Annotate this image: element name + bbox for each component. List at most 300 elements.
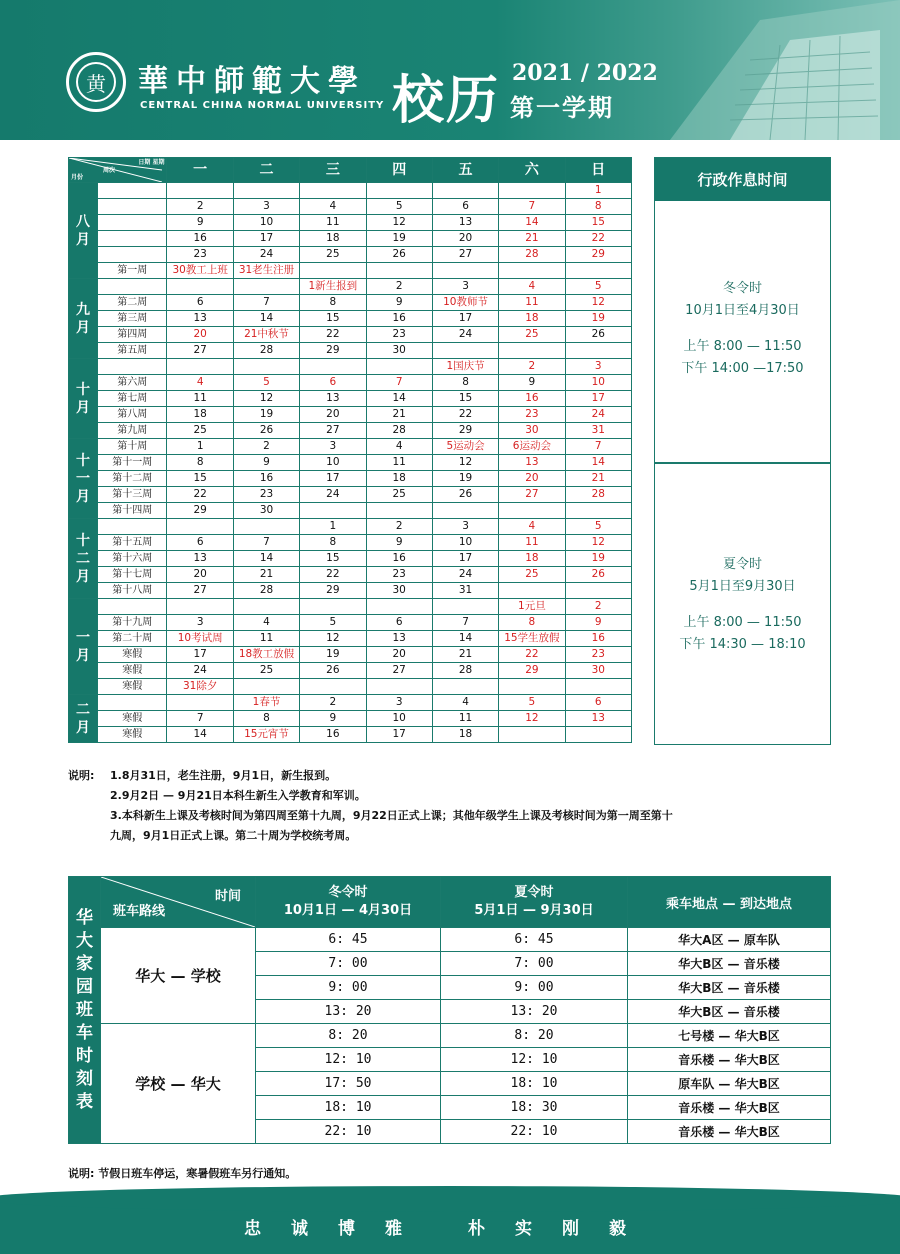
calendar-week-row: [69, 391, 632, 407]
day-cell: 31: [565, 423, 631, 439]
day-cell: 21中秋节: [233, 327, 299, 343]
day-cell: 28: [233, 583, 299, 599]
pickup-dropoff: 七号楼 — 华大B区: [628, 1024, 831, 1048]
corner-label-month: 月份: [71, 174, 84, 181]
university-name-en: CENTRAL CHINA NORMAL UNIVERSITY: [140, 100, 385, 111]
day-cell: 17: [432, 551, 498, 567]
day-cell: 18: [499, 551, 565, 567]
bus-side-title-char: 园: [76, 976, 93, 997]
week-label: 第十九周: [98, 615, 167, 631]
day-cell: [499, 263, 565, 279]
day-cell: 6: [366, 615, 432, 631]
day-cell: 20: [499, 471, 565, 487]
calendar-week-row: [69, 183, 632, 199]
day-cell: 25: [300, 247, 366, 263]
day-cell: 9: [366, 535, 432, 551]
day-cell: [167, 359, 233, 375]
day-cell: 17: [233, 231, 299, 247]
calendar-week-row: [69, 455, 632, 471]
day-cell: 3: [366, 695, 432, 711]
summer-time: 8: 20: [441, 1024, 628, 1048]
day-cell: 27: [167, 343, 233, 359]
calendar-week-row: [69, 615, 632, 631]
day-cell: 23: [499, 407, 565, 423]
day-cell: 7: [233, 535, 299, 551]
day-cell: [432, 263, 498, 279]
note-item: 2.9月2日 — 9月21日本科生新生入学教育和军训。: [110, 789, 366, 802]
week-label: 第四周: [98, 327, 167, 343]
weekday-header: 六: [499, 158, 565, 183]
bus-route-name: 学校 — 华大: [101, 1024, 256, 1144]
day-cell: 2: [366, 519, 432, 535]
calendar-corner-cell: [69, 158, 167, 183]
day-cell: 20: [366, 647, 432, 663]
calendar-week-row: [69, 551, 632, 567]
day-cell: 30: [366, 343, 432, 359]
day-cell: 7: [565, 439, 631, 455]
week-label: 第十五周: [98, 535, 167, 551]
day-cell: 28: [499, 247, 565, 263]
day-cell: [499, 343, 565, 359]
day-cell: [565, 503, 631, 519]
calendar-week-row: [69, 423, 632, 439]
day-cell: 29: [499, 663, 565, 679]
winter-time: 8: 20: [256, 1024, 441, 1048]
day-cell: 10考试周: [167, 631, 233, 647]
calendar-week-row: [69, 695, 632, 711]
day-cell: 3: [565, 359, 631, 375]
day-cell: 6: [432, 199, 498, 215]
university-logo: [66, 52, 126, 112]
week-label: 第十六周: [98, 551, 167, 567]
bus-side-title-char: 车: [76, 1022, 93, 1043]
week-label: 第十八周: [98, 583, 167, 599]
pickup-dropoff: 华大B区 — 音乐楼: [628, 1000, 831, 1024]
day-cell: 7: [366, 375, 432, 391]
work-hours-title: 行政作息时间: [655, 158, 830, 201]
page-header: [0, 0, 900, 140]
day-cell: [300, 359, 366, 375]
pickup-dropoff: 音乐楼 — 华大B区: [628, 1096, 831, 1120]
month-label: [69, 519, 98, 599]
day-cell: 26: [233, 423, 299, 439]
calendar-week-row: [69, 631, 632, 647]
day-cell: 11: [432, 711, 498, 727]
day-cell: 8: [233, 711, 299, 727]
day-cell: 16: [233, 471, 299, 487]
day-cell: 16: [167, 231, 233, 247]
calendar-week-row: [69, 567, 632, 583]
day-cell: 3: [167, 615, 233, 631]
day-cell: 19: [432, 471, 498, 487]
day-cell: [432, 599, 498, 615]
calendar-week-row: [69, 439, 632, 455]
day-cell: 16: [300, 727, 366, 743]
day-cell: 17: [366, 727, 432, 743]
day-cell: [565, 727, 631, 743]
day-cell: 3: [300, 439, 366, 455]
weekday-header: 二: [233, 158, 299, 183]
calendar-week-row: [69, 295, 632, 311]
calendar-week-row: [69, 215, 632, 231]
bus-corner-cell: [101, 877, 256, 928]
day-cell: 6运动会: [499, 439, 565, 455]
day-cell: 7: [432, 615, 498, 631]
day-cell: 25: [499, 327, 565, 343]
day-cell: 25: [167, 423, 233, 439]
summer-time: 22: 10: [441, 1120, 628, 1144]
day-cell: 16: [366, 311, 432, 327]
day-cell: 14: [565, 455, 631, 471]
day-cell: 1: [300, 519, 366, 535]
day-cell: 23: [565, 647, 631, 663]
day-cell: 15: [432, 391, 498, 407]
day-cell: 6: [565, 695, 631, 711]
day-cell: [499, 503, 565, 519]
day-cell: 24: [565, 407, 631, 423]
bus-row: [69, 1024, 831, 1048]
day-cell: 11: [366, 455, 432, 471]
summer-time: 7: 00: [441, 952, 628, 976]
calendar-header-row: [69, 158, 632, 183]
day-cell: 25: [233, 663, 299, 679]
weekday-header: 一: [167, 158, 233, 183]
day-cell: 22: [432, 407, 498, 423]
day-cell: 6: [167, 535, 233, 551]
calendar-week-row: [69, 663, 632, 679]
calendar-week-row: [69, 647, 632, 663]
day-cell: 23: [366, 567, 432, 583]
pickup-dropoff: 华大B区 — 音乐楼: [628, 976, 831, 1000]
day-cell: 26: [565, 327, 631, 343]
day-cell: 13: [167, 551, 233, 567]
day-cell: [300, 503, 366, 519]
note-item: 3.本科新生上课及考核时间为第四周至第十九周，9月22日正式上课；其他年级学生上课及考核时间为第一周至第十: [110, 809, 673, 822]
summer-am: 上午 8:00 — 11:50: [683, 615, 802, 630]
summer-time: 12: 10: [441, 1048, 628, 1072]
day-cell: 4: [499, 519, 565, 535]
day-cell: 29: [565, 247, 631, 263]
week-label: 第十四周: [98, 503, 167, 519]
day-cell: 3: [432, 279, 498, 295]
day-cell: 4: [499, 279, 565, 295]
day-cell: 26: [366, 247, 432, 263]
day-cell: 15: [300, 311, 366, 327]
day-cell: [565, 583, 631, 599]
summer-time: 18: 30: [441, 1096, 628, 1120]
day-cell: 5: [300, 615, 366, 631]
day-cell: [233, 599, 299, 615]
calendar-week-row: [69, 599, 632, 615]
day-cell: 5: [565, 519, 631, 535]
day-cell: 12: [565, 535, 631, 551]
notes-label: 说明:: [68, 769, 95, 782]
summer-head: 夏令时: [514, 885, 554, 900]
calendar-week-row: [69, 503, 632, 519]
day-cell: 5: [233, 375, 299, 391]
day-cell: 18: [167, 407, 233, 423]
week-label: 第七周: [98, 391, 167, 407]
day-cell: 2: [167, 199, 233, 215]
winter-time: 18: 10: [256, 1096, 441, 1120]
day-cell: 18教工放假: [233, 647, 299, 663]
day-cell: [300, 183, 366, 199]
day-cell: 16: [366, 551, 432, 567]
day-cell: [499, 183, 565, 199]
day-cell: [167, 695, 233, 711]
bus-header-row: [69, 877, 831, 928]
day-cell: 12: [565, 295, 631, 311]
bus-side-title-char: 时: [76, 1045, 93, 1066]
day-cell: 12: [233, 391, 299, 407]
day-cell: 1: [565, 183, 631, 199]
weekday-header: 三: [300, 158, 366, 183]
week-label: 第五周: [98, 343, 167, 359]
day-cell: 7: [233, 295, 299, 311]
day-cell: 19: [565, 311, 631, 327]
week-label: 寒假: [98, 727, 167, 743]
day-cell: [233, 679, 299, 695]
note-item: 九周，9月1日正式上课。第二十周为学校统考周。: [110, 829, 357, 842]
day-cell: [167, 279, 233, 295]
day-cell: 20: [167, 327, 233, 343]
day-cell: 1国庆节: [432, 359, 498, 375]
week-label: [98, 199, 167, 215]
week-label: 寒假: [98, 663, 167, 679]
day-cell: 11: [499, 535, 565, 551]
calendar-week-row: [69, 535, 632, 551]
day-cell: 30: [565, 663, 631, 679]
day-cell: 14: [499, 215, 565, 231]
bus-side-title-char: 家: [76, 953, 93, 974]
day-cell: 6: [167, 295, 233, 311]
day-cell: 7: [167, 711, 233, 727]
day-cell: 22: [565, 231, 631, 247]
day-cell: 29: [167, 503, 233, 519]
calendar-week-row: [69, 231, 632, 247]
day-cell: 10: [300, 455, 366, 471]
day-cell: 12: [499, 711, 565, 727]
month-label-text: 十二月: [76, 532, 91, 585]
day-cell: 3: [233, 199, 299, 215]
day-cell: 27: [432, 247, 498, 263]
day-cell: 12: [432, 455, 498, 471]
day-cell: 31老生注册: [233, 263, 299, 279]
day-cell: 5运动会: [432, 439, 498, 455]
day-cell: [300, 599, 366, 615]
winter-time: 7: 00: [256, 952, 441, 976]
summer-sub: 5月1日 — 9月30日: [474, 903, 594, 918]
calendar-week-row: [69, 263, 632, 279]
page-title: 校历: [392, 71, 501, 131]
summer-time: 13: 20: [441, 1000, 628, 1024]
week-label: 第八周: [98, 407, 167, 423]
winter-am: 上午 8:00 — 11:50: [683, 339, 802, 354]
campus-building-image: [640, 0, 900, 140]
calendar-week-row: [69, 247, 632, 263]
week-label: 第二周: [98, 295, 167, 311]
day-cell: 2: [233, 439, 299, 455]
day-cell: 13: [499, 455, 565, 471]
month-label: [69, 439, 98, 519]
day-cell: 17: [432, 311, 498, 327]
day-cell: 10教师节: [432, 295, 498, 311]
day-cell: 8: [300, 295, 366, 311]
bus-side-title-char: 华: [76, 907, 93, 928]
day-cell: 23: [167, 247, 233, 263]
day-cell: 21: [565, 471, 631, 487]
calendar-week-row: [69, 679, 632, 695]
week-label: [98, 359, 167, 375]
day-cell: 4: [167, 375, 233, 391]
day-cell: 25: [499, 567, 565, 583]
corner-label-date: 日期 星期: [138, 159, 165, 166]
day-cell: 27: [366, 663, 432, 679]
day-cell: [366, 183, 432, 199]
day-cell: [167, 599, 233, 615]
weekday-header: 日: [565, 158, 631, 183]
day-cell: [366, 263, 432, 279]
day-cell: 1元旦: [499, 599, 565, 615]
day-cell: [499, 727, 565, 743]
day-cell: 14: [233, 551, 299, 567]
summer-time: 18: 10: [441, 1072, 628, 1096]
day-cell: 13: [565, 711, 631, 727]
day-cell: 30: [366, 583, 432, 599]
winter-time: 12: 10: [256, 1048, 441, 1072]
day-cell: 27: [167, 583, 233, 599]
winter-hours-block: [655, 278, 830, 380]
day-cell: 21: [233, 567, 299, 583]
week-label: 第十一周: [98, 455, 167, 471]
day-cell: 31除夕: [167, 679, 233, 695]
term-label: 第一学期: [510, 94, 614, 122]
calendar-week-row: [69, 311, 632, 327]
calendar-week-row: [69, 471, 632, 487]
day-cell: 30教工上班: [167, 263, 233, 279]
day-cell: [300, 679, 366, 695]
day-cell: 2: [499, 359, 565, 375]
calendar-week-row: [69, 375, 632, 391]
month-label: [69, 279, 98, 359]
day-cell: 6: [300, 375, 366, 391]
day-cell: 5: [565, 279, 631, 295]
calendar-week-row: [69, 711, 632, 727]
day-cell: 24: [300, 487, 366, 503]
day-cell: 24: [167, 663, 233, 679]
day-cell: [233, 279, 299, 295]
day-cell: 14: [233, 311, 299, 327]
day-cell: [300, 263, 366, 279]
winter-pm: 下午 14:00 —17:50: [681, 361, 804, 376]
pickup-dropoff: 华大B区 — 音乐楼: [628, 952, 831, 976]
day-cell: 27: [300, 423, 366, 439]
day-cell: 29: [432, 423, 498, 439]
week-label: 第一周: [98, 263, 167, 279]
day-cell: 29: [300, 343, 366, 359]
day-cell: [366, 679, 432, 695]
winter-time: 9: 00: [256, 976, 441, 1000]
day-cell: 8: [432, 375, 498, 391]
day-cell: 30: [499, 423, 565, 439]
day-cell: 11: [300, 215, 366, 231]
day-cell: 21: [366, 407, 432, 423]
day-cell: 28: [432, 663, 498, 679]
day-cell: 14: [432, 631, 498, 647]
day-cell: 10: [565, 375, 631, 391]
day-cell: 13: [366, 631, 432, 647]
day-cell: 26: [300, 663, 366, 679]
day-cell: 2: [366, 279, 432, 295]
day-cell: 18: [300, 231, 366, 247]
day-cell: 18: [366, 471, 432, 487]
day-cell: [565, 679, 631, 695]
day-cell: 22: [300, 567, 366, 583]
day-cell: 26: [565, 567, 631, 583]
week-label: [98, 279, 167, 295]
day-cell: 9: [366, 295, 432, 311]
day-cell: [565, 343, 631, 359]
bus-row: [69, 928, 831, 952]
pickup-dropoff: 原车队 — 华大B区: [628, 1072, 831, 1096]
weekday-header: 四: [366, 158, 432, 183]
bus-note: 说明: 节假日班车停运，寒暑假班车另行通知。: [68, 1167, 297, 1180]
winter-head: 冬令时: [328, 885, 368, 900]
day-cell: 15学生放假: [499, 631, 565, 647]
day-cell: [233, 359, 299, 375]
month-label-text: 一月: [76, 629, 91, 664]
month-label: [69, 359, 98, 439]
calendar-week-row: [69, 583, 632, 599]
day-cell: [432, 503, 498, 519]
day-cell: 31: [432, 583, 498, 599]
pickup-dropoff: 音乐楼 — 华大B区: [628, 1048, 831, 1072]
winter-title: 冬令时: [722, 281, 762, 296]
week-label: 第三周: [98, 311, 167, 327]
day-cell: 8: [300, 535, 366, 551]
week-label: 第十三周: [98, 487, 167, 503]
calendar-week-row: [69, 487, 632, 503]
calendar-week-row: [69, 359, 632, 375]
day-cell: 19: [233, 407, 299, 423]
month-label-text: 九月: [76, 301, 91, 336]
week-label: 第十周: [98, 439, 167, 455]
day-cell: [565, 263, 631, 279]
week-label: [98, 247, 167, 263]
day-cell: 17: [167, 647, 233, 663]
day-cell: 4: [366, 439, 432, 455]
day-cell: 23: [233, 487, 299, 503]
summer-time: 9: 00: [441, 976, 628, 1000]
day-cell: 19: [565, 551, 631, 567]
day-cell: 13: [432, 215, 498, 231]
week-label: 第九周: [98, 423, 167, 439]
day-cell: 2: [565, 599, 631, 615]
note-item: 1.8月31日，老生注册，9月1日，新生报到。: [110, 769, 337, 782]
pickup-dropoff: 华大A区 — 原车队: [628, 928, 831, 952]
week-label: 第十七周: [98, 567, 167, 583]
day-cell: 19: [366, 231, 432, 247]
day-cell: 5: [499, 695, 565, 711]
day-cell: [366, 503, 432, 519]
calendar-week-row: [69, 199, 632, 215]
academic-year: 2021 / 2022: [512, 60, 658, 86]
day-cell: [432, 679, 498, 695]
day-cell: 5: [366, 199, 432, 215]
calendar-week-row: [69, 727, 632, 743]
day-cell: 29: [300, 583, 366, 599]
day-cell: [233, 183, 299, 199]
